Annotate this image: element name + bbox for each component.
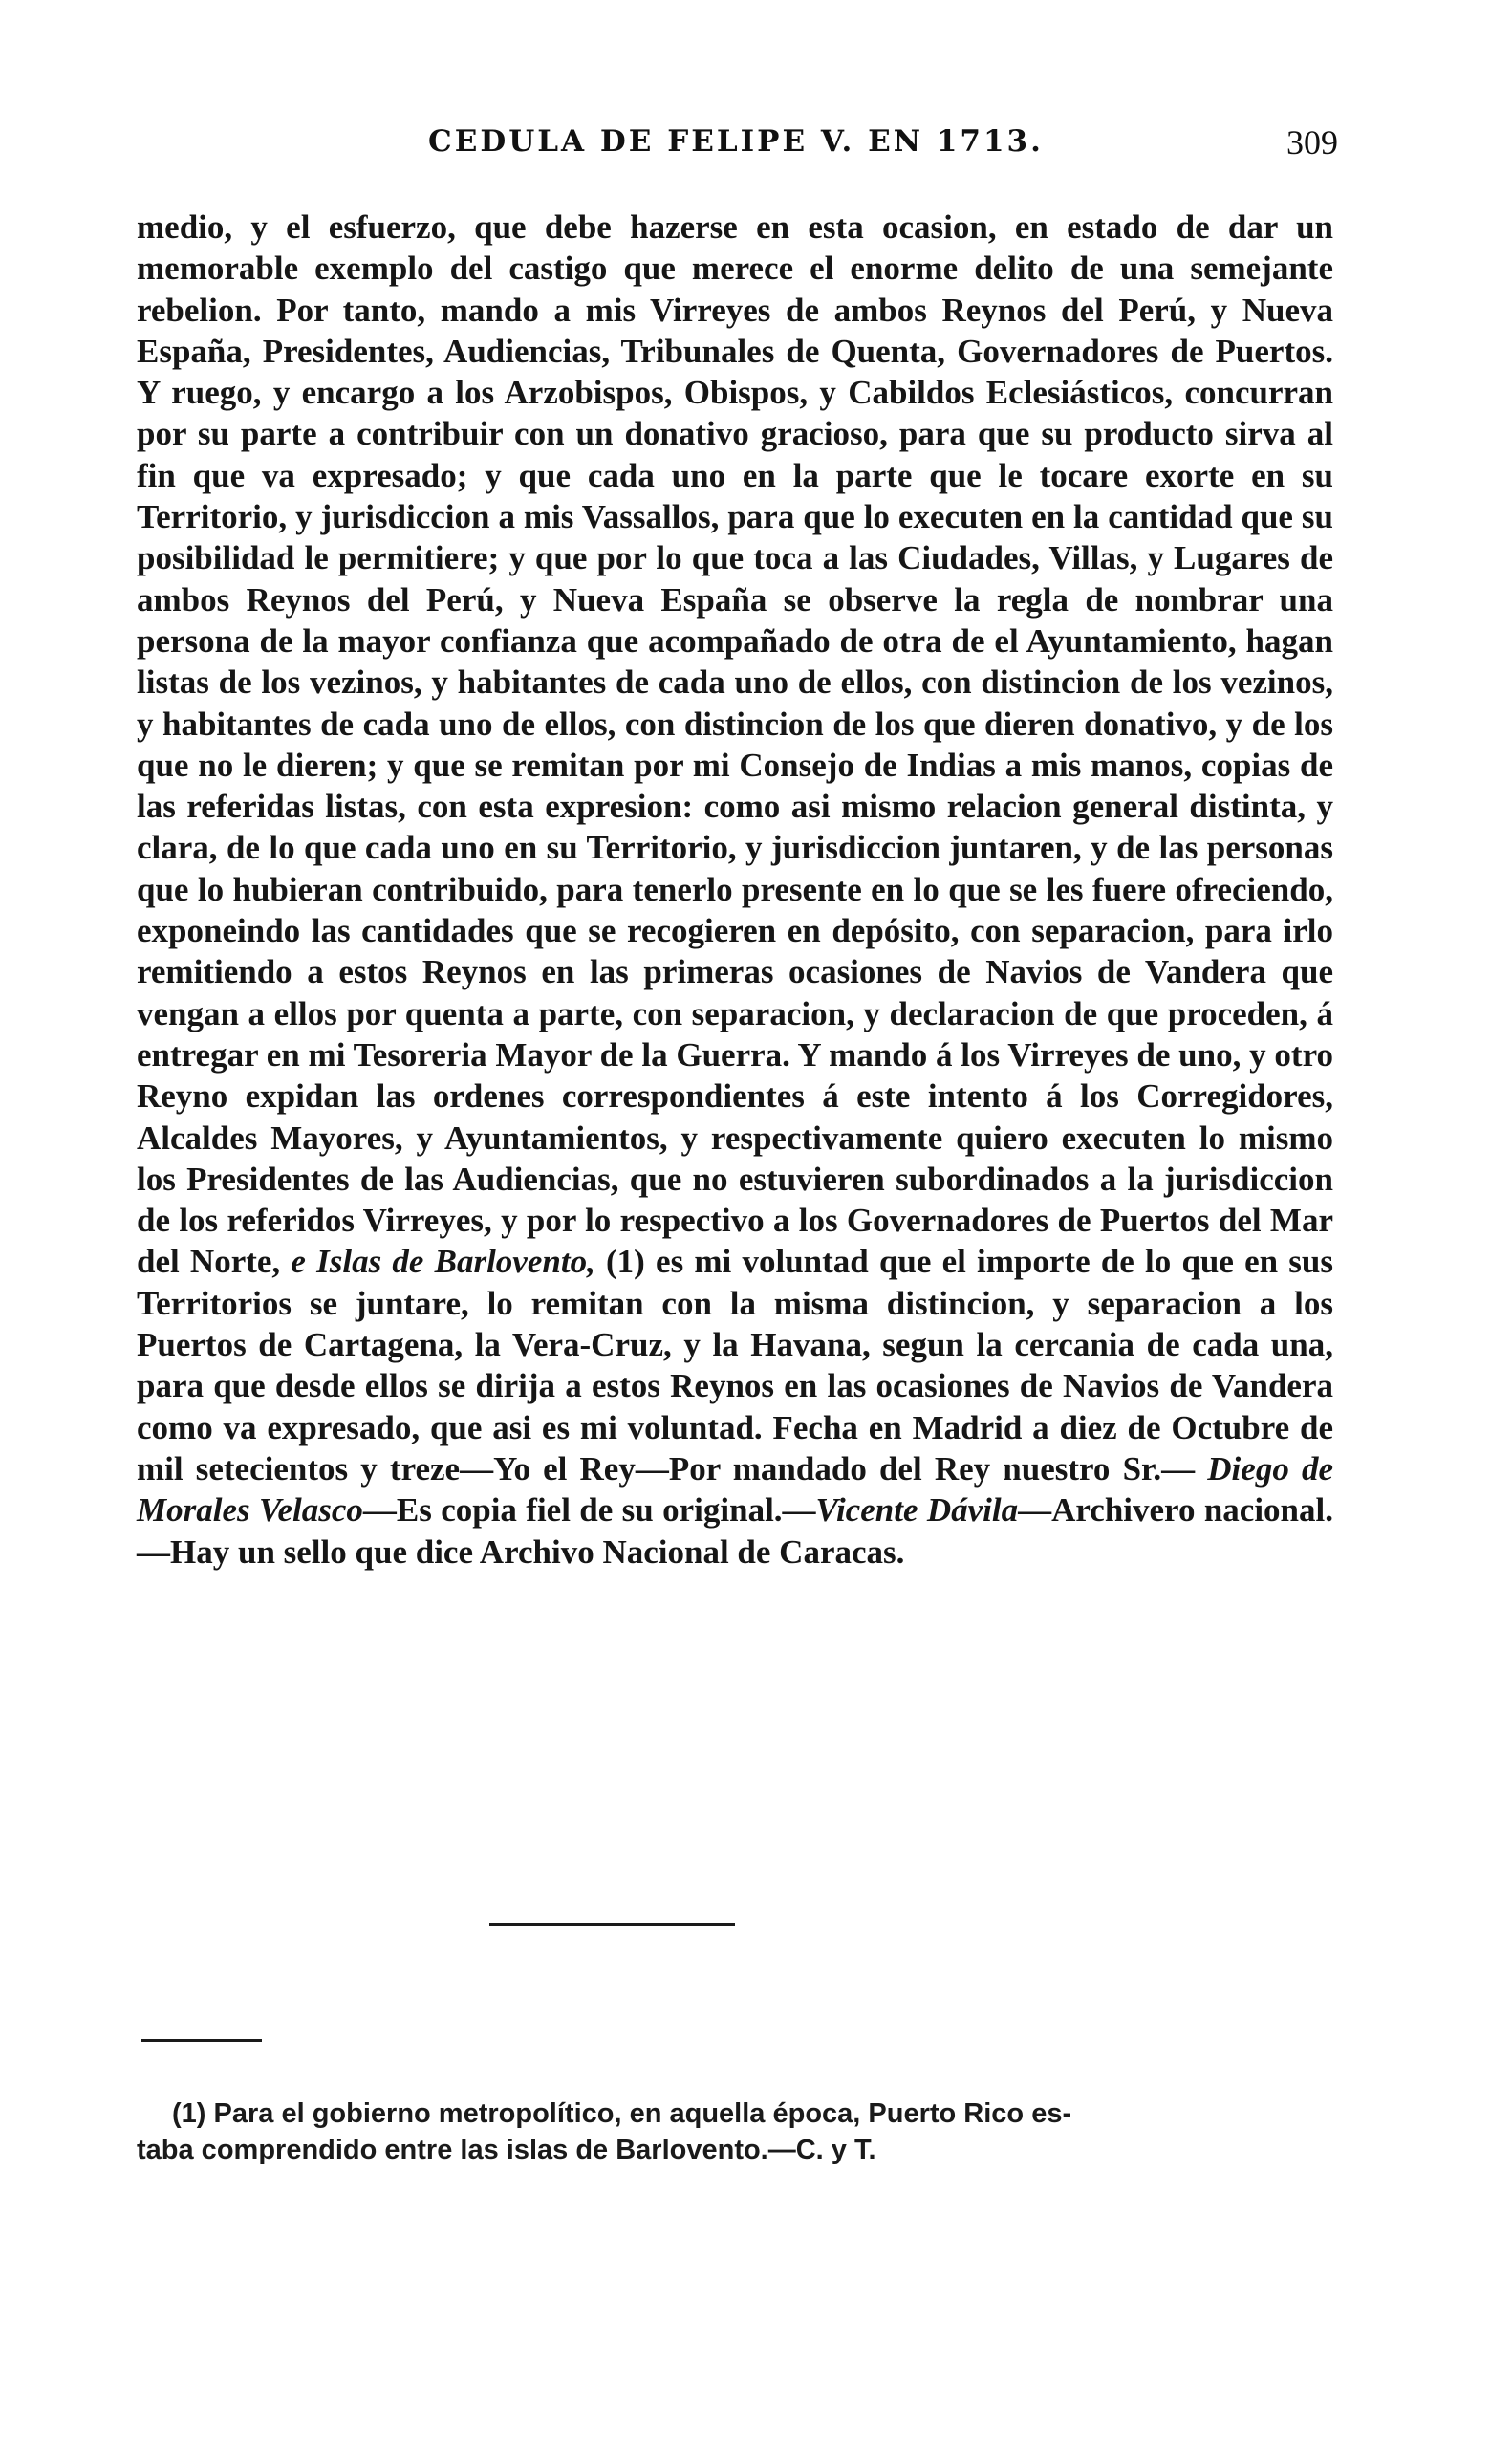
footnote-separator-rule: [141, 2039, 262, 2042]
running-head: CEDULA DE FELIPE V. EN 1713.: [428, 124, 1044, 159]
body-segment-2: (1) es mi voluntad que el importe de lo que en sus Territorios se juntare, lo remitan con la misma distincion, y separacion a los Puertos de Cartagena, la Vera-Cruz, y la Havana, segun la cercania de cada una, para que desde ellos se dirija a estos Reynos en las ocasiones de Navios de Vandera como va expresado, que asi es mi voluntad. Fecha en Madrid a diez de Octubre de mil setecientos y treze—Yo el Rey—Por mandado del Rey nuestro Sr.—: [137, 1243, 1334, 1488]
body-segment-1: medio, y el esfuerzo, que debe hazerse en esta ocasion, en estado de dar un memorable exemplo del castigo que merece el enorme delito de una semejante rebelion. Por tanto, mando a mis Virreyes de ambos Reynos del Perú, y Nueva España, Presidentes, Audiencias, Tribunales de Quenta, Governadores de Puertos. Y ruego, y encargo a los Arzobispos, Obispos, y Cabildos Eclesiásticos, concurran por su parte a contribuir con un donativo gracioso, para que su producto sirva al fin que va expresado; y que cada uno en la parte que le tocare exorte en su Territorio, y jurisdiccion a mis Vassallos, para que lo executen en la cantidad que su posibilidad le permitiere; y que por lo que toca a las Ciudades, Villas, y Lugares de ambos Reynos del Perú, y Nueva España se observe la regla de nombrar una persona de la mayor confianza que acompañado de otra de el Ayuntamiento, hagan listas de los vezinos, y habitantes de cada uno de ellos, con distincion de los vezinos, y habitantes de cada uno de ellos, con distincion de los que dieren donativo, y de los que no le dieren; y que se remitan por mi Consejo de Indias a mis manos, copias de las referidas listas, con esta expresion: como asi mismo relacion general distinta, y clara, de lo que cada uno en su Territorio, y jurisdiccion juntaren, y de las personas que lo hubieran contribuido, para tenerlo presente en lo que se les fuere ofreciendo, exponeindo las cantidades que se recogieren en depósito, con separacion, para irlo remitiendo a estos Reynos en las primeras ocasiones de Navios de Vandera que vengan a ellos por quenta a parte, con separacion, y declaracion de que proceden, á entregar en mi Tesoreria Mayor de la Guerra. Y mando á los Virreyes de uno, y otro Reyno expidan las ordenes correspondientes á este intento á los Corregidores, Alcaldes Mayores, y Ayuntamientos, y respectivamente quiero executen lo mismo los Presidentes de las Audiencias, que no estuvieren subordinados a la jurisdiccion de los referidos Virreyes, y por lo respectivo a los Governadores de Puertos del Mar del Norte,: [137, 208, 1333, 1281]
archivist-name-italic: Vicente Dávila: [815, 1491, 1019, 1530]
body-segment-3: —Es copia fiel de su original.—: [362, 1491, 816, 1530]
footnote-marker: (1): [172, 2098, 206, 2129]
page-number: 309: [1286, 123, 1338, 162]
page-header: [134, 124, 1338, 172]
footnote-line-2: taba comprendido entre las islas de Barlovento.—C. y T.: [137, 2135, 876, 2165]
section-end-rule: [489, 1923, 735, 1926]
signer-name-italic: Diego de Morales Velasco: [137, 1449, 1333, 1530]
footnote: [137, 2096, 1333, 2168]
body-paragraph: [137, 206, 1333, 1573]
footnote-line-1: Para el gobierno metropolítico, en aquella época, Puerto Rico es-: [213, 2098, 1072, 2129]
body-text: [137, 206, 1333, 1573]
body-segment-4: —Archivero nacional.—Hay un sello que dice Archivo Nacional de Caracas.: [137, 1491, 1333, 1571]
islas-de-barlovento-italic: e Islas de Barlovento,: [291, 1243, 595, 1281]
